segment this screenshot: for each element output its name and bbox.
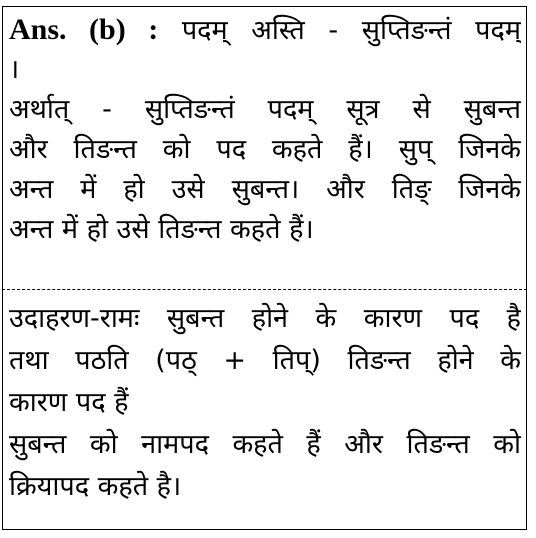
section-divider (2, 289, 527, 290)
answer-line-5: अन्त में हो उसे सुबन्त। और तिङ् जिनके (9, 174, 521, 205)
answer-line-6: अन्त में हो उसे तिङन्त कहते हैं। (9, 214, 314, 245)
example-section (9, 298, 521, 508)
answer-line-1-text: पदम् अस्ति - सुप्तिङन्तं पदम् (181, 15, 521, 46)
answer-label: Ans. (b) : (9, 13, 159, 46)
answer-section (9, 10, 521, 250)
example-line-4: सुबन्त को नामपद कहते हैं और तिङन्त को (9, 429, 521, 460)
example-line-1: उदाहरण-रामः सुबन्त होने के कारण पद है (9, 303, 521, 334)
example-line-3: कारण पद हैं (9, 387, 129, 418)
example-line-5: क्रियापद कहते है। (9, 471, 182, 502)
answer-line-1 (9, 10, 521, 50)
answer-line-4: और तिङन्त को पद कहते हैं। सुप् जिनके (9, 134, 521, 165)
example-line-2: तथा पठति (पठ् + तिप्) तिङन्त होने के (9, 345, 521, 376)
answer-line-3: अर्थात् - सुप्तिङन्तं पदम् सूत्र से सुबन्त (9, 94, 521, 125)
answer-line-2: । (9, 54, 20, 85)
